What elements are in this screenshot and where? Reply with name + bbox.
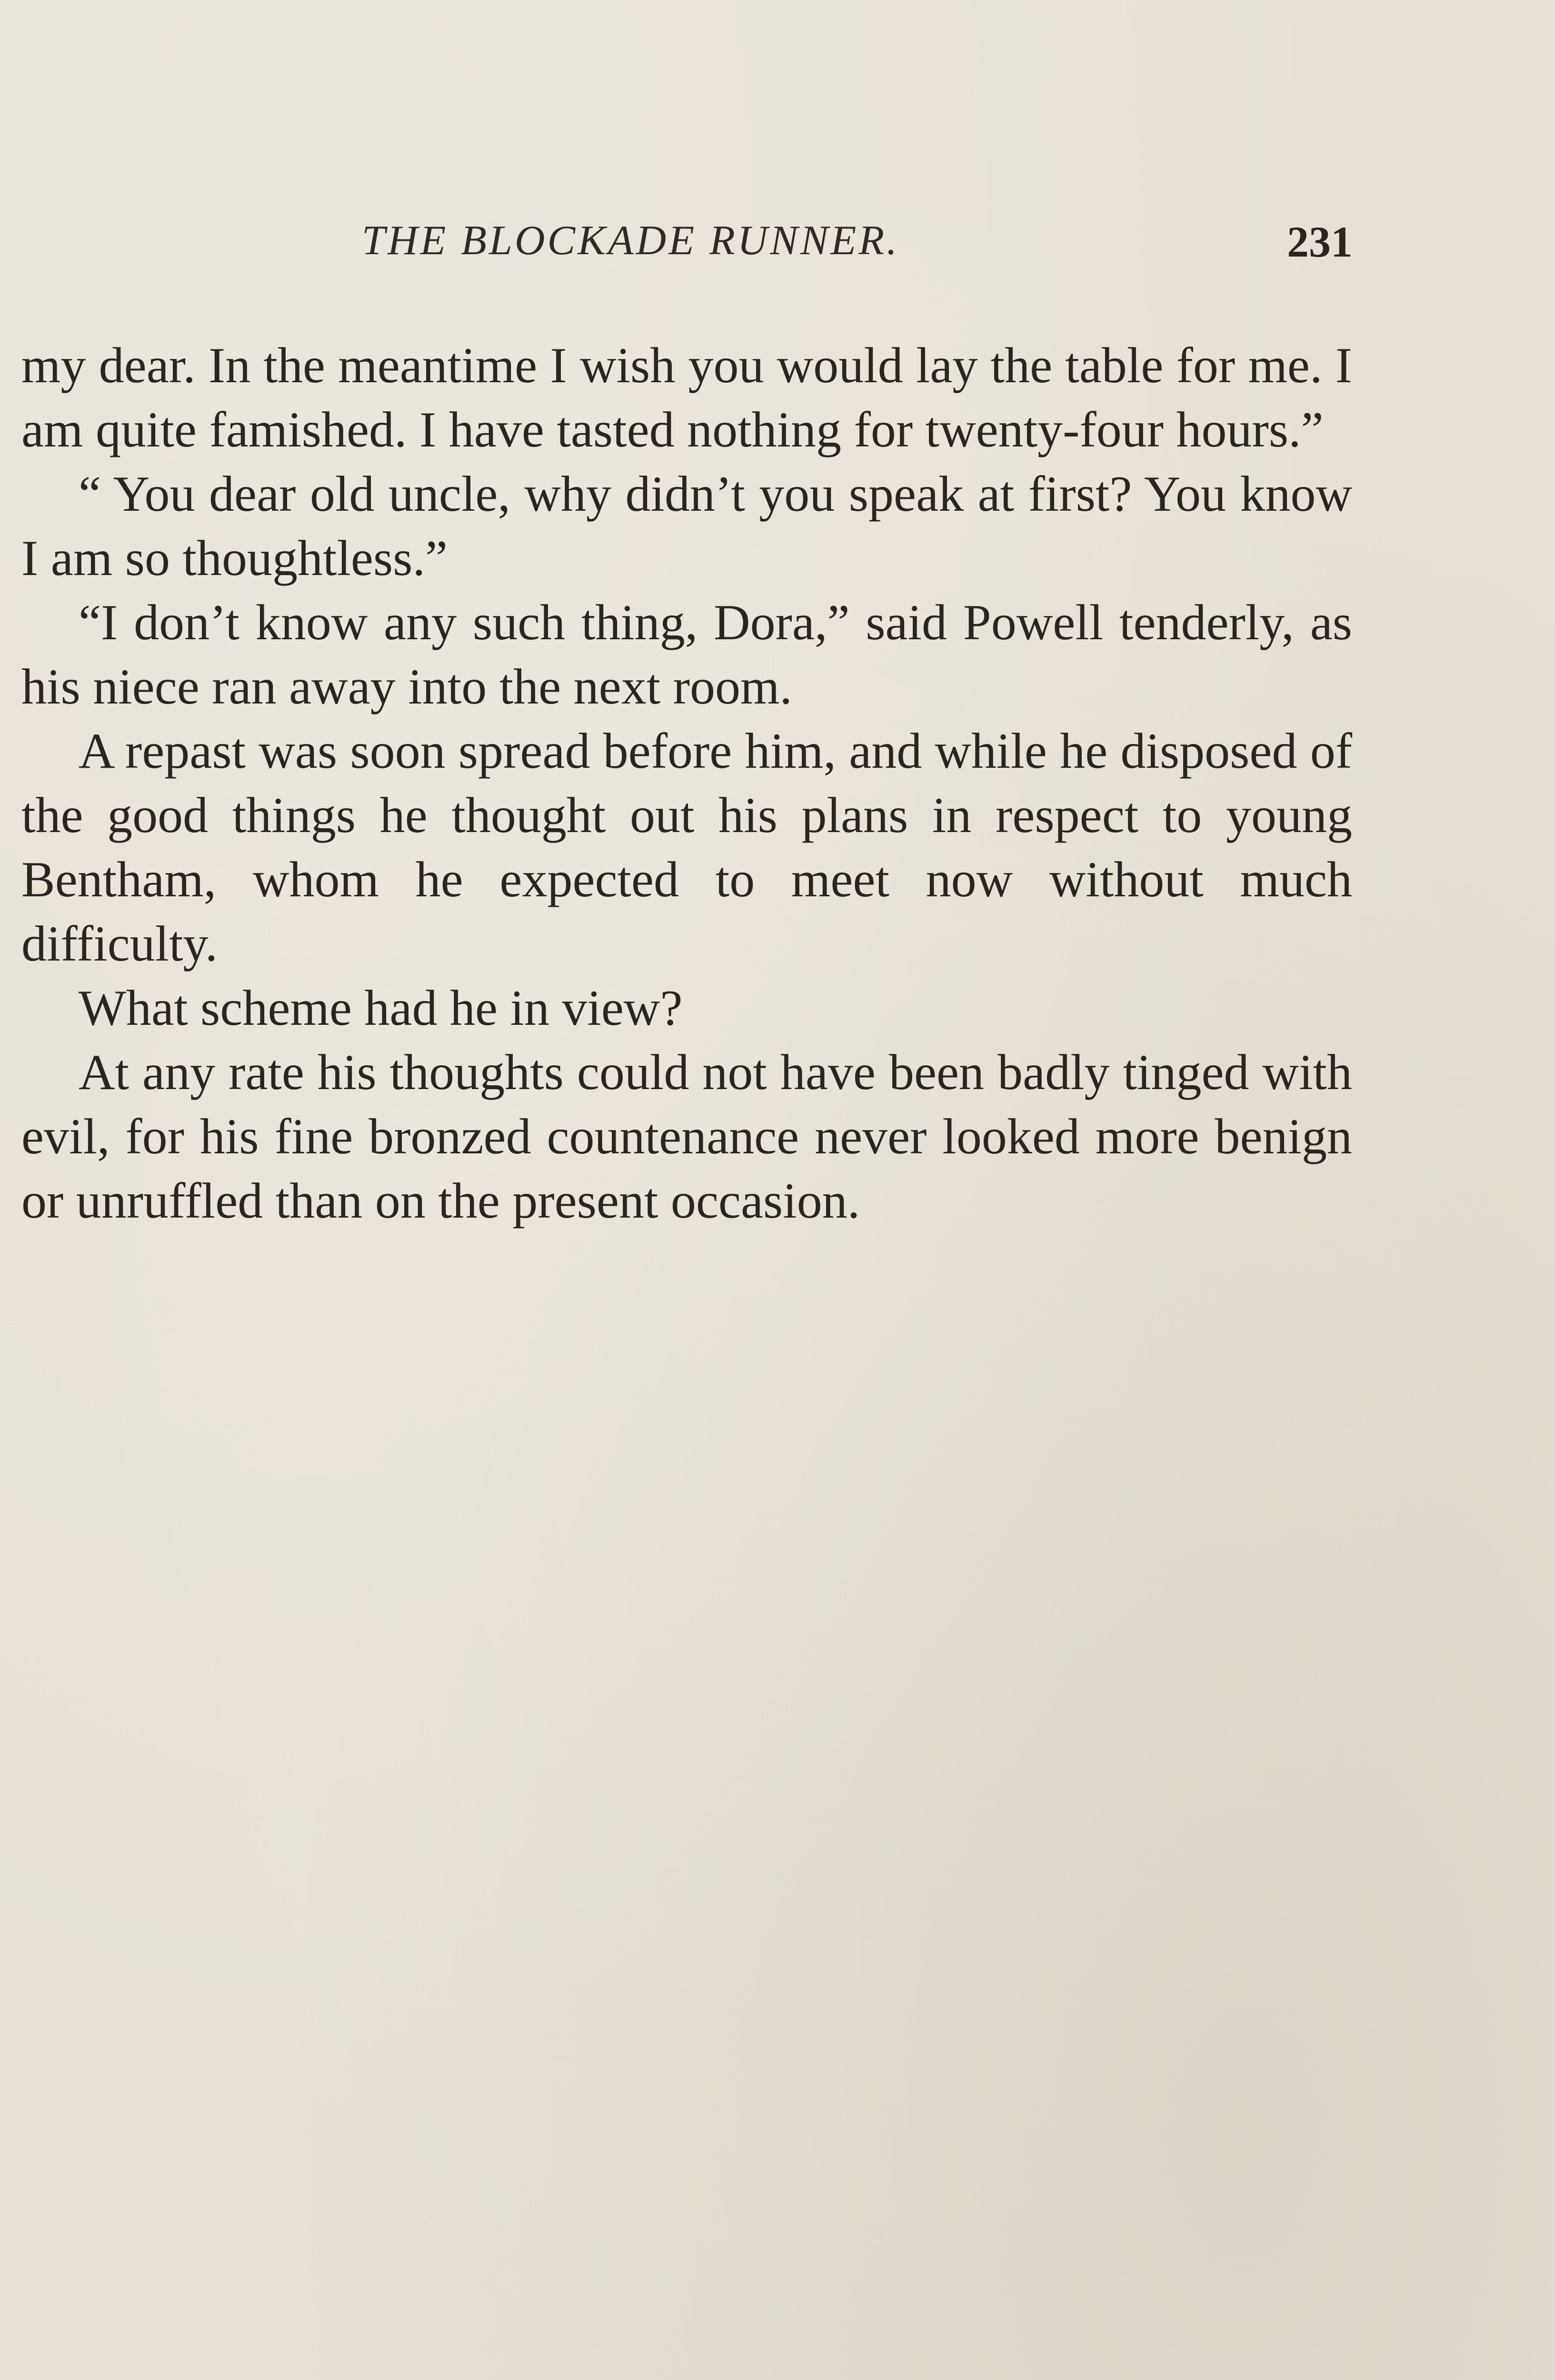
paragraph: What scheme had he in view? bbox=[79, 980, 683, 1036]
paragraph: my dear. In the meantime I wish you would lay the table for me. I am quite famished. I have tasted nothing for twenty-four hours.” bbox=[21, 337, 1352, 457]
paragraph: “I don’t know any such thing, Dora,” said Powell tenderly, as his niece ran away into the next room. bbox=[21, 595, 1352, 714]
paragraph: “ You dear old uncle, why didn’t you speak at first? You know I am so thoughtless.” bbox=[21, 466, 1352, 586]
body-text bbox=[21, 333, 1352, 1233]
paragraph: A repast was soon spread before him, and while he disposed of the good things he thought out his plans in respect to young Bentham, whom he expected to meet now without much difficulty. bbox=[21, 723, 1352, 972]
paragraph: At any rate his thoughts could not have been badly tinged with evil, for his fine bronzed countenance never looked more benign or unruffled than on the present occasion. bbox=[21, 1044, 1352, 1229]
page-number: 231 bbox=[1287, 218, 1353, 266]
running-title: THE BLOCKADE RUNNER. bbox=[362, 218, 900, 264]
